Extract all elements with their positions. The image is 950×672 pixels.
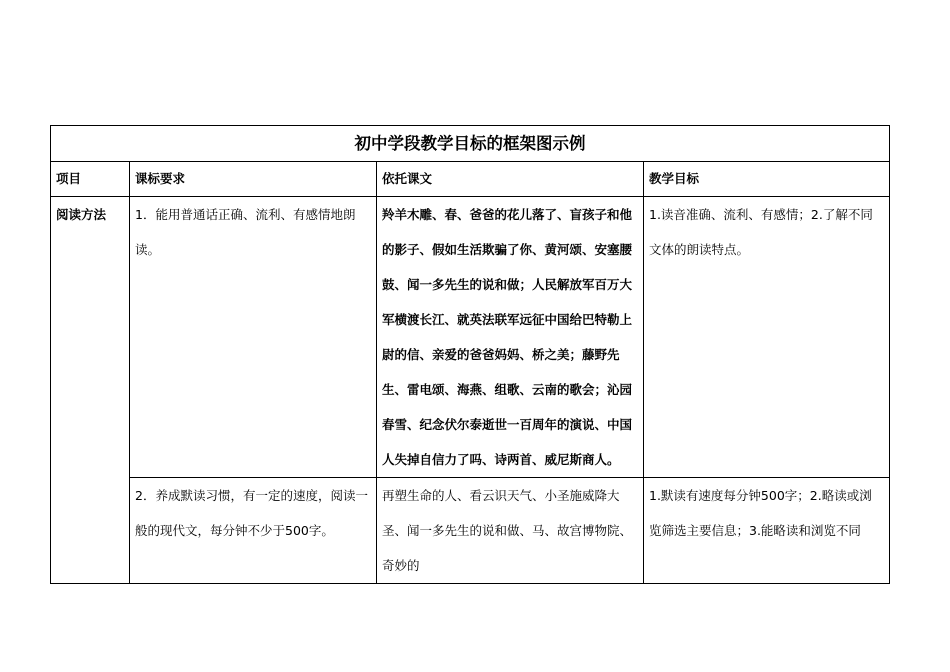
table-header-row — [51, 162, 890, 197]
header-texts: 依托课文 — [377, 162, 644, 197]
header-goals: 教学目标 — [644, 162, 890, 197]
texts-cell — [377, 478, 644, 584]
texts-text: 再塑生命的人、看云识天气、小圣施威降大圣、闻一多先生的说和做、马、故宫博物院、奇妙的 — [382, 488, 633, 573]
goals-cell — [644, 478, 890, 584]
goals-cell — [644, 197, 890, 478]
standard-cell — [130, 197, 377, 478]
standard-text: 1．能用普通话正确、流利、有感情地朗读。 — [135, 207, 356, 257]
goals-text: 1.读音准确、流利、有感情；2.了解不同文体的朗读特点。 — [649, 207, 873, 257]
standard-cell — [130, 478, 377, 584]
table-title-row — [51, 126, 890, 162]
header-standard: 课标要求 — [130, 162, 377, 197]
header-item: 项目 — [51, 162, 130, 197]
table-row — [51, 478, 890, 584]
texts-cell — [377, 197, 644, 478]
row-item-label: 阅读方法 — [56, 207, 107, 222]
teaching-goals-table — [50, 125, 890, 584]
row-item-cell — [51, 197, 130, 584]
texts-text: 羚羊木雕、春、爸爸的花儿落了、盲孩子和他的影子、假如生活欺骗了你、黄河颂、安塞腰鼓、闻一多先生的说和做；人民解放军百万大军横渡长江、就英法联军远征中国给巴特勒上尉的信、亲爱的爸爸妈妈、桥之美；藤野先生、雷电颂、海燕、组歌、云南的歌会；沁园春雪、纪念伏尔泰逝世一百周年的演说、中国人失掉自信力了吗、诗两首、威尼斯商人。 — [382, 207, 633, 467]
table-title: 初中学段教学目标的框架图示例 — [51, 126, 890, 162]
table-row — [51, 197, 890, 478]
goals-text: 1.默读有速度每分钟500字；2.略读或浏览筛选主要信息；3.能略读和浏览不同 — [649, 488, 872, 538]
standard-text: 2．养成默读习惯，有一定的速度，阅读一般的现代文，每分钟不少于500字。 — [135, 488, 368, 538]
